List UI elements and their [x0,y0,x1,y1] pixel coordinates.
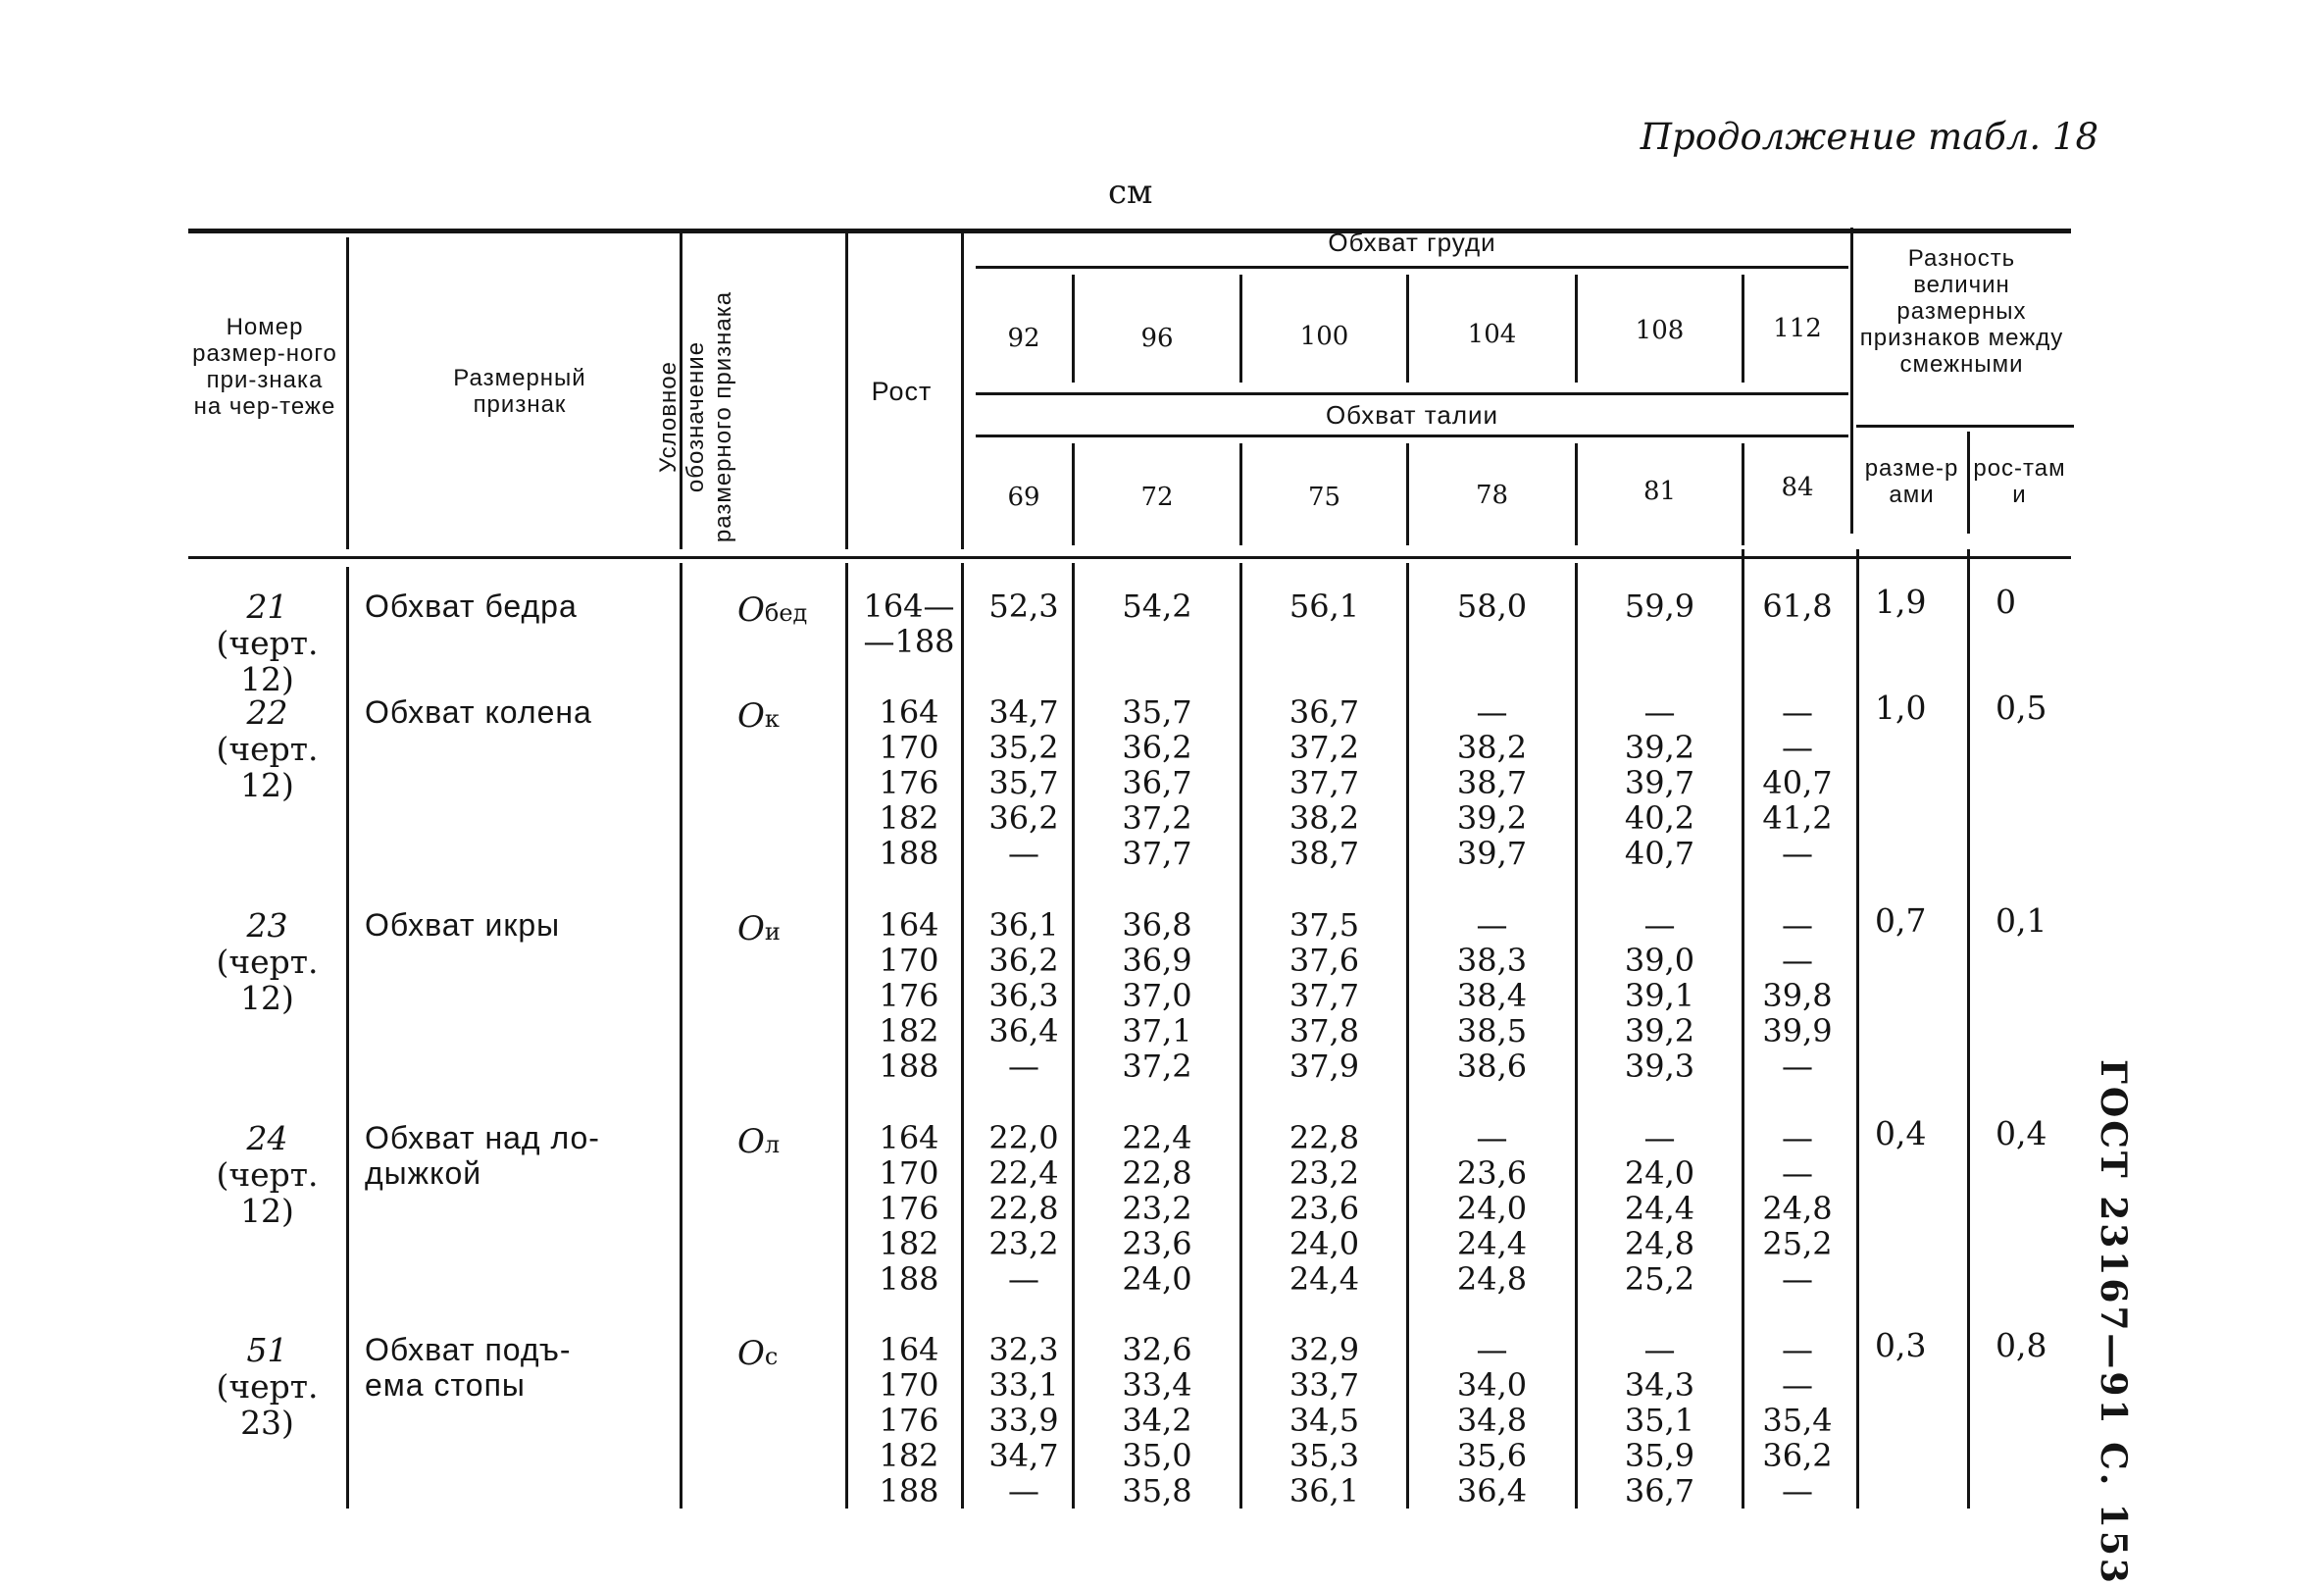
chest-value: 112 [1773,314,1822,343]
size-value: 24,0 [1122,1260,1192,1298]
diff-heights-value: 0,4 [1996,1114,2047,1152]
size-value: 36,7 [1624,1472,1695,1509]
size-value: 24,4 [1288,1260,1360,1298]
size-value: — [1782,693,1813,731]
size-value: 35,6 [1456,1437,1528,1474]
size-value: 35,0 [1122,1437,1192,1474]
size-value: 35,7 [1122,693,1192,731]
row-symbol-sub: л [764,1131,781,1158]
size-value: 35,4 [1762,1402,1833,1439]
height-value: 182 [879,1437,939,1474]
size-column [1744,907,1850,1084]
size-column [976,588,1072,624]
size-value: 39,0 [1624,942,1695,979]
size-column [1242,907,1406,1084]
size-value: 24,0 [1288,1225,1360,1262]
size-value: 38,2 [1288,799,1360,837]
size-value: 24,4 [1456,1225,1528,1262]
diff-sizes-value: 0,4 [1875,1114,1927,1152]
size-column [1744,1120,1850,1297]
height-value: 176 [879,977,939,1014]
size-value: 37,8 [1288,1012,1360,1049]
size-value: 54,2 [1122,588,1192,625]
size-value: 24,8 [1456,1260,1528,1298]
row-drawing-ref: (черт. 12) [216,624,319,698]
diff-sizes-value: 0,3 [1875,1326,1927,1364]
chest-rule [976,266,1848,269]
size-column [1409,694,1575,871]
size-value: 39,1 [1624,977,1695,1014]
size-value: 34,2 [1122,1402,1192,1439]
size-value: 56,1 [1288,588,1360,625]
size-value: — [1008,1048,1039,1085]
header-symbol-col: Условное обозначение размерного признака [655,290,736,543]
size-value: — [1476,1119,1508,1156]
size-value: — [1782,1366,1813,1404]
chest-value: 92 [1007,324,1040,353]
size-value: 38,6 [1456,1048,1528,1085]
size-value: 37,6 [1288,942,1360,979]
size-column [1578,1332,1742,1509]
size-value: 35,2 [988,729,1059,766]
height-value: 182 [879,1012,939,1049]
header-feature-col: Размерный признак [453,365,586,418]
diff-rule [1856,425,2074,428]
size-value: — [1643,1331,1676,1368]
row-heights [855,1332,963,1509]
size-value: 37,2 [1122,799,1192,837]
chest-values-rule [976,392,1848,395]
size-column [1075,1120,1239,1297]
size-value: 37,7 [1288,977,1360,1014]
size-value: 36,2 [988,799,1059,837]
size-value: 22,8 [988,1190,1059,1227]
size-column [1744,588,1850,624]
size-value: 61,8 [1762,588,1833,625]
size-value: 35,9 [1624,1437,1695,1474]
row-symbol [737,1122,780,1161]
size-value: — [1782,1048,1813,1085]
size-value: 40,7 [1762,764,1833,801]
size-column [1075,694,1239,871]
height-value: 170 [879,1154,939,1192]
size-column [1242,588,1406,624]
height-value: 170 [879,942,939,979]
side-page-label: ГОСТ 23167—91 С. 153 [2093,1059,2134,1586]
size-value: — [1008,1260,1039,1298]
row-drawing-ref: (черт. 23) [216,1367,319,1442]
waist-value: 84 [1781,473,1814,502]
size-value: 36,9 [1122,942,1192,979]
height-value: 188 [879,1260,939,1298]
height-value: 188 [879,1472,939,1509]
body-divider [845,563,848,1509]
size-value: 32,3 [988,1331,1059,1368]
size-value: 36,1 [988,906,1059,944]
body-divider [1856,549,1859,1509]
size-value: 37,9 [1288,1048,1360,1085]
size-value: 38,4 [1456,977,1528,1014]
row-number: 23 [246,906,288,945]
row-symbol [737,696,780,736]
row-symbol [737,590,807,630]
size-value: 36,7 [1122,764,1192,801]
size-value: 37,7 [1122,835,1192,872]
size-column [1242,694,1406,871]
row-drawing-ref: (черт. 12) [216,730,319,804]
row-symbol-main: О [737,696,765,736]
row-symbol-sub: к [764,705,780,733]
row-symbol [737,1334,778,1373]
size-value: 36,1 [1288,1472,1360,1509]
size-value: 39,2 [1624,1012,1695,1049]
unit-label: см [1108,173,1153,212]
size-value: 38,5 [1456,1012,1528,1049]
size-column [976,1332,1072,1509]
size-value: 24,4 [1624,1190,1695,1227]
size-value: 23,6 [1122,1225,1192,1262]
diff-heights-value: 0,8 [1996,1326,2047,1364]
size-value: — [1782,906,1813,944]
row-symbol-main: О [737,909,765,948]
row-number-cell [186,907,348,1016]
size-value: 22,0 [988,1119,1059,1156]
size-column [1744,1332,1850,1509]
size-value: 38,3 [1456,942,1528,979]
header-divider [1967,432,1970,534]
body-divider [1967,549,1970,1509]
size-value: 24,8 [1624,1225,1695,1262]
height-value: —188 [863,623,955,660]
diff-sizes-value: 1,9 [1875,583,1927,621]
size-column [1578,588,1742,624]
row-number-cell [186,1332,348,1441]
size-value: 34,7 [988,693,1059,731]
size-value: 35,3 [1288,1437,1360,1474]
row-drawing-ref: (черт. 12) [216,943,319,1017]
size-value: 24,0 [1456,1190,1528,1227]
size-column [1075,588,1239,624]
size-value: 34,3 [1624,1366,1695,1404]
size-column [1409,1332,1575,1509]
size-value: 33,7 [1288,1366,1360,1404]
size-value: 22,8 [1122,1154,1192,1192]
height-value: 188 [879,1048,939,1085]
row-heights [855,588,963,659]
row-feature: Обхват над ло- дыжкой [365,1120,600,1191]
diff-heights-value: 0,5 [1996,689,2047,727]
size-value: 24,8 [1762,1190,1833,1227]
row-symbol-sub: и [764,918,781,946]
size-value: 58,0 [1456,588,1528,625]
size-value: — [1476,693,1508,731]
size-value: 32,6 [1122,1331,1192,1368]
waist-value: 72 [1140,483,1174,512]
header-diff-sizes: разме-рами [1864,455,1959,508]
size-value: 40,2 [1624,799,1695,837]
size-column [1578,907,1742,1084]
height-value: 170 [879,729,939,766]
header-bottom-rule [188,556,2071,559]
size-value: 39,7 [1456,835,1528,872]
size-value: — [1782,1472,1813,1509]
size-value: 39,2 [1624,729,1695,766]
height-value: 182 [879,799,939,837]
size-value: — [1782,1331,1813,1368]
table-caption: Продолжение табл. 18 [1640,116,2098,158]
size-value: 40,7 [1624,835,1695,872]
size-value: 36,2 [1762,1437,1833,1474]
row-symbol [737,909,781,948]
size-value: 38,7 [1288,835,1360,872]
height-value: 176 [879,1402,939,1439]
size-value: 23,6 [1456,1154,1528,1192]
size-value: 23,2 [1122,1190,1192,1227]
size-value: 24,0 [1624,1154,1695,1192]
diff-sizes-value: 0,7 [1875,901,1927,940]
waist-value: 69 [1007,483,1040,512]
size-value: 38,7 [1456,764,1528,801]
waist-value: 78 [1475,481,1509,510]
diff-heights-value: 0,1 [1996,901,2047,940]
size-value: 34,5 [1288,1402,1360,1439]
row-heights [855,907,963,1084]
size-value: 36,4 [1456,1472,1528,1509]
size-column [1409,1120,1575,1297]
row-number: 51 [246,1331,288,1369]
size-value: 34,0 [1456,1366,1528,1404]
height-value: 164— [863,588,955,625]
size-value: 39,8 [1762,977,1833,1014]
row-symbol-main: О [737,1122,765,1161]
chest-value: 96 [1140,324,1174,353]
header-divider [346,237,349,549]
header-waist-title: Обхват талии [1325,400,1499,430]
size-value: 36,7 [1288,693,1360,731]
size-value: 22,4 [1122,1119,1192,1156]
row-feature: Обхват подъ- ема стопы [365,1332,572,1403]
size-value: 23,2 [1288,1154,1360,1192]
height-value: 176 [879,764,939,801]
size-value: 37,0 [1122,977,1192,1014]
size-value: 33,4 [1122,1366,1192,1404]
chest-value: 108 [1635,316,1685,345]
size-column [1578,1120,1742,1297]
row-symbol-sub: с [764,1343,779,1370]
height-value: 182 [879,1225,939,1262]
size-value: 25,2 [1762,1225,1833,1262]
size-column [1744,694,1850,871]
height-value: 176 [879,1190,939,1227]
size-value: 41,2 [1762,799,1833,837]
size-value: 39,2 [1456,799,1528,837]
waist-value: 75 [1307,483,1341,512]
header-diff-heights: рос-тами [1973,455,2066,508]
size-value: 39,3 [1624,1048,1695,1085]
size-value: 22,8 [1288,1119,1360,1156]
header-diff-title: Разность величин размерных признаков между смежными [1859,245,2064,378]
size-value: — [1782,1260,1813,1298]
size-value: 39,9 [1762,1012,1833,1049]
row-feature: Обхват колена [365,694,592,730]
size-value: 59,9 [1624,588,1695,625]
row-number: 21 [246,588,288,626]
size-value: 36,3 [988,977,1059,1014]
row-symbol-sub: бед [764,599,808,627]
body-divider [680,563,682,1509]
size-value: 35,8 [1122,1472,1192,1509]
size-value: — [1476,906,1508,944]
header-chest-title: Обхват груди [1328,228,1496,257]
height-value: 164 [879,693,939,731]
size-value: 36,2 [988,942,1059,979]
row-feature: Обхват бедра [365,588,578,624]
size-value: 37,2 [1122,1048,1192,1085]
diff-heights-value: 0 [1996,583,2016,621]
row-number-cell [186,588,348,697]
size-value: 34,8 [1456,1402,1528,1439]
row-number: 24 [246,1119,288,1157]
size-value: 36,2 [1122,729,1192,766]
size-value: — [1782,729,1813,766]
size-column [1075,907,1239,1084]
size-column [1409,588,1575,624]
size-column [1242,1332,1406,1509]
row-heights [855,694,963,871]
height-value: 164 [879,1331,939,1368]
size-value: 37,7 [1288,764,1360,801]
row-symbol-main: О [737,590,765,630]
size-value: 38,2 [1456,729,1528,766]
size-column [976,1120,1072,1297]
size-value: — [1008,835,1039,872]
size-value: 35,7 [988,764,1059,801]
row-heights [855,1120,963,1297]
size-value: 35,1 [1624,1402,1695,1439]
row-symbol-main: О [737,1334,765,1373]
row-drawing-ref: (черт. 12) [216,1155,319,1230]
size-value: 52,3 [988,588,1059,625]
size-value: — [1782,1119,1813,1156]
height-value: 170 [879,1366,939,1404]
size-value: 36,4 [988,1012,1059,1049]
size-value: 34,7 [988,1437,1059,1474]
header-divider [961,233,964,549]
size-value: 37,2 [1288,729,1360,766]
size-value: — [1008,1472,1039,1509]
chest-value: 100 [1299,322,1349,351]
row-number-cell [186,694,348,803]
size-value: 23,6 [1288,1190,1360,1227]
size-value: — [1782,1154,1813,1192]
waist-rule [976,435,1848,437]
size-value: 37,1 [1122,1012,1192,1049]
size-column [1409,907,1575,1084]
size-value: 33,9 [988,1402,1059,1439]
chest-value: 104 [1467,320,1517,349]
header-height-col: Рост [871,377,933,406]
diff-sizes-value: 1,0 [1875,689,1927,727]
row-number-cell [186,1120,348,1229]
size-value: 23,2 [988,1225,1059,1262]
size-value: — [1643,1119,1676,1156]
size-column [976,694,1072,871]
size-value: — [1643,693,1676,731]
size-value: 32,9 [1288,1331,1360,1368]
size-value: 36,8 [1122,906,1192,944]
size-value: 22,4 [988,1154,1059,1192]
height-value: 188 [879,835,939,872]
size-value: — [1643,906,1676,944]
row-feature: Обхват икры [365,907,561,943]
height-value: 164 [879,906,939,944]
header-divider [1850,228,1853,534]
size-value: — [1782,942,1813,979]
size-column [1578,694,1742,871]
size-value: — [1476,1331,1508,1368]
size-value: — [1782,835,1813,872]
height-value: 164 [879,1119,939,1156]
size-value: 25,2 [1624,1260,1695,1298]
size-value: 37,5 [1288,906,1360,944]
size-value: 39,7 [1624,764,1695,801]
size-column [976,907,1072,1084]
size-column [1242,1120,1406,1297]
waist-value: 81 [1642,477,1677,506]
row-number: 22 [246,693,288,732]
header-number-col: Номер размер-ного при-знака на чер-теже [192,314,337,420]
size-column [1075,1332,1239,1509]
size-value: 33,1 [988,1366,1059,1404]
